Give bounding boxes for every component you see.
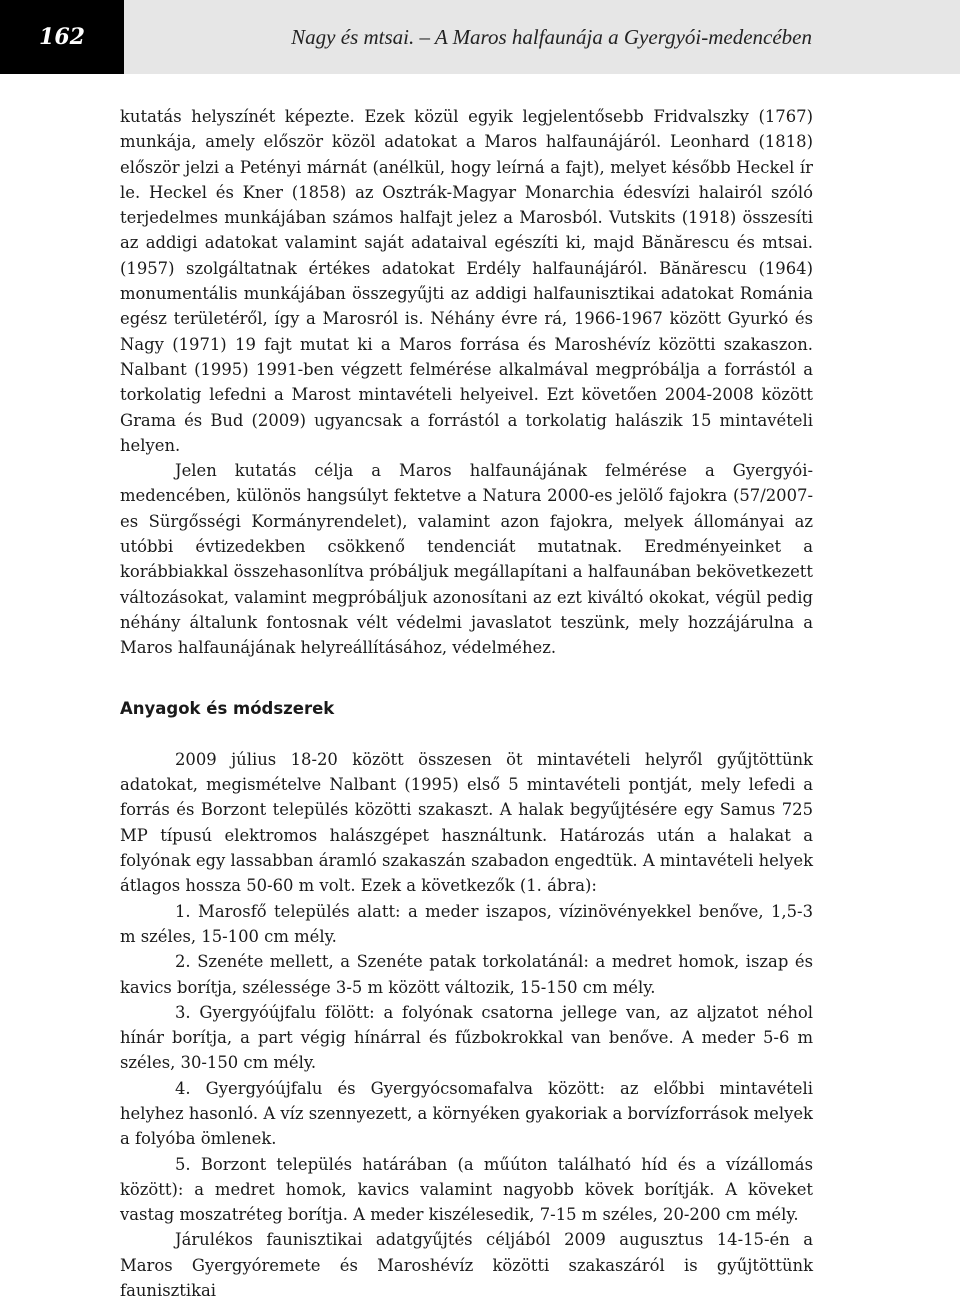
paragraph: Járulékos faunisztikai adatgyűjtés céljából 2009 augusztus 14-15-én a Maros Gyergyóremete és Maroshévíz közötti szakaszáról is gyűjtöttünk faunisztikai: [120, 1230, 813, 1301]
list-item: 1. Marosfő település alatt: a meder iszapos, vízinövényekkel benőve, 1,5-3 m széles, 15-100 cm mély.: [120, 901, 813, 946]
section-heading: Anyagok és módszerek: [120, 698, 335, 718]
running-header: [0, 0, 960, 74]
paragraph: 2009 július 18-20 között összesen öt mintavételi helyről gyűjtöttünk adatokat, megismételve Nalbant (1995) első 5 mintavételi pontját, mely lefedi a forrás és Borzont település közötti szakaszt. A halak begyűjtésére egy Samus 725 MP típusú elektromos halászgépet használtunk. Határozás után a halakat a folyónak egy lassabban áramló szakaszán szabadon engedtük. A mintavételi helyek átlagos hossza 50-60 m volt. Ezek a következők (1. ábra):: [120, 749, 813, 896]
running-title: Nagy és mtsai. – A Maros halfaunája a Gyergyói-medencében: [124, 0, 960, 74]
list-item: 4. Gyergyóújfalu és Gyergyócsomafalva között: az előbbi mintavételi helyhez hasonló. A víz szennyezett, a környéken gyakoriak a borvízforrások melyek a folyóba ömlenek.: [120, 1078, 813, 1149]
paragraph: kutatás helyszínét képezte. Ezek közül egyik legjelentősebb Fridvalszky (1767) munkája, amely először közöl adatokat a Maros halfaunájáról. Leonhard (1818) először jelzi a Petényi márnát (anélkül, hogy leírná a fajt), melyet később Heckel ír le. Heckel és Kner (1858) az Osztrák-Magyar Monarchia édesvízi halairól szóló terjedelmes munkájában számos halfajt jelez a Marosból. Vutskits (1918) összesíti az addigi adatokat valamint saját adataival egészíti ki, majd Bănărescu és mtsai. (1957) szolgáltatnak értékes adatokat Erdély halfaunájáról. Bănărescu (1964) monumentális munkájában összegyűjti az addigi halfaunisztikai adatokat Románia egész területéről, így a Marosról is. Néhány évre rá, 1966-1967 között Gyurkó és Nagy (1971) 19 fajt mutat ki a Maros forrása és Maroshévíz közötti szakaszon. Nalbant (1995) 1991-ben végzett felmérése alkalmával megpróbálja a forrástól a torkolatig lefedni a Marost mintavételi helyeivel. Ezt követően 2004-2008 között Grama és Bud (2009) ugyancsak a forrástól a torkolatig halászik 15 mintavételi helyen.: [120, 107, 813, 455]
list-item: 3. Gyergyóújfalu fölött: a folyónak csatorna jellege van, az aljzatot néhol hínár borítja, a part végig hínárral és fűzbokrokkal van benőve. A meder 5-6 m széles, 30-150 cm mély.: [120, 1002, 813, 1073]
page-number: 162: [0, 0, 124, 74]
paragraph: Jelen kutatás célja a Maros halfaunájának felmérése a Gyergyói-medencében, különös hangsúlyt fektetve a Natura 2000-es jelölő fajokra (57/2007-es Sürgősségi Kormányrendelet), valamint azon fajokra, melyek állományai az utóbbi évtizedekben csökkenő tendenciát mutatnak. Eredményeinket a korábbiakkal összehasonlítva próbáljuk megállapítani a halfaunában bekövetkezett változásokat, valamint megpróbáljuk azonosítani az ezt kiváltó okokat, végül pedig néhány általunk fontosnak vélt védelmi javaslatot teszünk, mely hozzájárulna a Maros halfaunájának helyreállításához, védelméhez.: [120, 461, 813, 658]
body-text: [120, 104, 813, 1303]
list-item: 2. Szenéte mellett, a Szenéte patak torkolatánál: a medret homok, iszap és kavics borítja, szélessége 3-5 m között változik, 15-150 cm mély.: [120, 952, 813, 997]
list-item: 5. Borzont település határában (a műúton található híd és a vízállomás között): a medret homok, kavics valamint nagyobb kövek borítják. A köveket vastag moszatréteg borítja. A meder kiszélesedik, 7-15 m széles, 20-200 cm mély.: [120, 1154, 813, 1225]
